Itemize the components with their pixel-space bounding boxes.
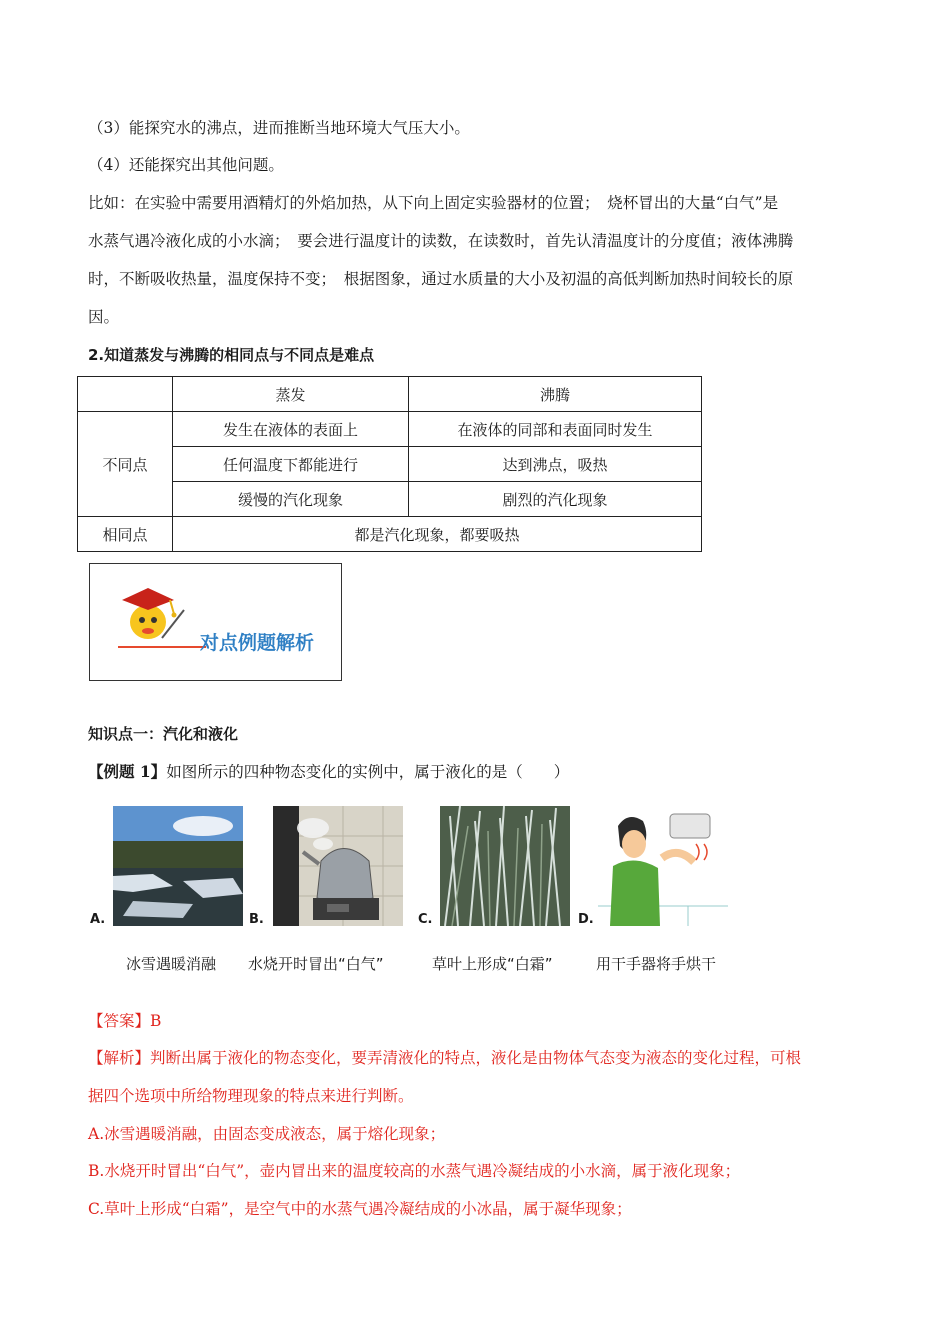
table-header-evaporation: 蒸发 bbox=[173, 377, 409, 412]
option-a-image bbox=[113, 806, 243, 926]
analysis-option-a: A.冰雪遇暖消融，由固态变成液态，属于熔化现象； bbox=[88, 1125, 446, 1143]
table-row bbox=[78, 517, 702, 552]
table-row bbox=[78, 412, 702, 447]
intro-example-line-1: 比如：在实验中需要用酒精灯的外焰加热，从下向上固定实验器材的位置； 烧杯冒出的大量“白气”是 bbox=[88, 194, 779, 212]
table-same-value: 都是汽化现象，都要吸热 bbox=[173, 517, 702, 552]
table-same-label: 相同点 bbox=[78, 517, 173, 552]
answer-tag: 【答案】 bbox=[88, 1012, 151, 1030]
intro-example-line-4: 因。 bbox=[88, 308, 120, 326]
option-b-letter: B. bbox=[249, 912, 264, 927]
option-b-caption: 水烧开时冒出“白气” bbox=[248, 955, 384, 973]
intro-item-4: （4）还能探究出其他问题。 bbox=[88, 156, 284, 174]
option-c-image bbox=[440, 806, 570, 926]
option-c-letter: C. bbox=[418, 912, 433, 927]
question-text: 如图所示的四种物态变化的实例中，属于液化的是（ ） bbox=[166, 763, 570, 781]
table-header-empty bbox=[78, 377, 173, 412]
intro-example-line-2: 水蒸气遇冷液化成的小水滴； 要会进行温度计的读数，在读数时，首先认清温度计的分度值；液体沸腾 bbox=[88, 232, 794, 250]
option-d-caption: 用干手器将手烘干 bbox=[596, 955, 717, 973]
option-c-caption: 草叶上形成“白霜” bbox=[432, 955, 553, 973]
table-header-boiling: 沸腾 bbox=[409, 377, 702, 412]
analysis-option-b: B.水烧开时冒出“白气”，壶内冒出来的温度较高的水蒸气遇冷凝结成的小水滴，属于液化现象； bbox=[88, 1162, 741, 1180]
mascot-icon bbox=[112, 578, 192, 648]
table-diff-label: 不同点 bbox=[78, 412, 173, 517]
table-cell: 剧烈的汽化现象 bbox=[409, 482, 702, 517]
table-cell: 任何温度下都能进行 bbox=[173, 447, 409, 482]
question-line bbox=[88, 753, 868, 791]
answer-value: B bbox=[150, 1012, 162, 1030]
comparison-table bbox=[77, 376, 702, 552]
analysis-line-2: 据四个选项中所给物理现象的特点来进行判断。 bbox=[88, 1087, 414, 1105]
intro-item-3: （3）能探究水的沸点，进而推断当地环境大气压大小。 bbox=[88, 119, 470, 137]
section-2-title: 2.知道蒸发与沸腾的相同点与不同点是难点 bbox=[88, 346, 375, 364]
option-d-letter: D. bbox=[578, 912, 594, 927]
intro-example-line-3: 时，不断吸收热量，温度保持不变； 根据图象，通过水质量的大小及初温的高低判断加热时间较长的原 bbox=[88, 270, 794, 288]
analysis-option-c: C.草叶上形成“白霜”，是空气中的水蒸气遇冷凝结成的小冰晶，属于凝华现象； bbox=[88, 1200, 632, 1218]
analysis-line-1 bbox=[88, 1040, 868, 1077]
option-a-caption: 冰雪遇暖消融 bbox=[126, 955, 217, 973]
knowledge-point-title: 知识点一：汽化和液化 bbox=[88, 725, 239, 743]
analysis-text-1: 判断出属于液化的物态变化，要弄清液化的特点，液化是由物体气态变为液态的变化过程，可根 bbox=[150, 1049, 802, 1067]
table-cell: 在液体的同部和表面同时发生 bbox=[409, 412, 702, 447]
table-cell: 缓慢的汽化现象 bbox=[173, 482, 409, 517]
answer-line bbox=[88, 1003, 868, 1040]
logo-underline bbox=[118, 646, 206, 648]
question-tag: 【例题 1】 bbox=[88, 762, 167, 781]
table-cell: 达到沸点，吸热 bbox=[409, 447, 702, 482]
table-cell: 发生在液体的表面上 bbox=[173, 412, 409, 447]
table-header-row bbox=[78, 377, 702, 412]
analysis-tag: 【解析】 bbox=[88, 1049, 151, 1067]
option-a-letter: A. bbox=[90, 912, 106, 927]
option-b-image bbox=[273, 806, 403, 926]
option-d-image bbox=[598, 806, 728, 926]
logo-title: 对点例题解析 bbox=[200, 632, 315, 654]
